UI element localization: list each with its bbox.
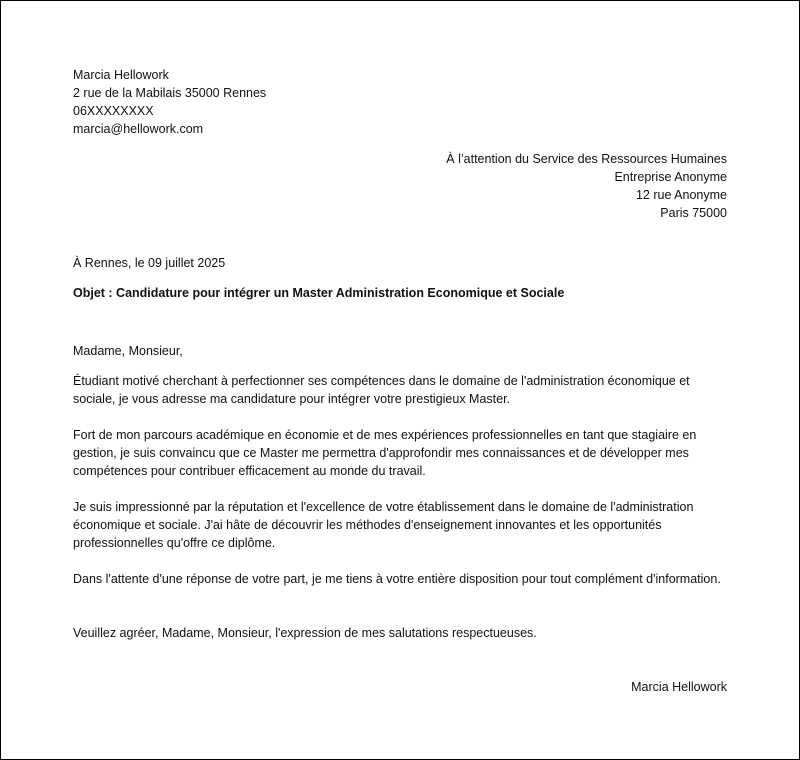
letter-signature: Marcia Hellowork — [631, 680, 727, 694]
recipient-company: Entreprise Anonyme — [614, 170, 727, 184]
letter-paragraph: Fort de mon parcours académique en économie et de mes expériences professionnelles en tant que stagiaire en gestion, je suis convaincu que ce Master me permettra d'approfondir mes connaissances et de développer mes compétences pour contribuer efficacement au monde du travail. — [73, 428, 697, 478]
letter-greeting: Madame, Monsieur, — [73, 344, 183, 358]
sender-name: Marcia Hellowork — [73, 68, 169, 82]
letter-subject: Objet : Candidature pour intégrer un Master Administration Economique et Sociale — [73, 286, 565, 300]
sender-address: 2 rue de la Mabilais 35000 Rennes — [73, 86, 267, 100]
recipient-city: Paris 75000 — [660, 206, 727, 220]
sender-phone: 06XXXXXXXX — [73, 104, 154, 118]
sender-block — [73, 66, 266, 138]
letter-date: À Rennes, le 09 juillet 2025 — [73, 256, 226, 270]
recipient-block — [446, 150, 727, 222]
letter-paragraph: Dans l'attente d'une réponse de votre part, je me tiens à votre entière disposition pour tout complément d'information. — [73, 572, 721, 586]
recipient-street: 12 rue Anonyme — [635, 188, 727, 202]
sender-email: marcia@hellowork.com — [73, 122, 204, 136]
letter-closing: Veuillez agréer, Madame, Monsieur, l'expression de mes salutations respectueuses. — [73, 626, 537, 640]
letter-paragraph: Je suis impressionné par la réputation et l'excellence de votre établissement dans le domaine de l'administration économique et sociale. J'ai hâte de découvrir les méthodes d'enseignement innovantes et les opportunités professionnelles qu'offre ce diplôme. — [73, 500, 694, 550]
letter-paragraph: Étudiant motivé cherchant à perfectionner ses compétences dans le domaine de l'administration économique et sociale, je vous adresse ma candidature pour intégrer votre prestigieux Master. — [73, 374, 690, 406]
recipient-attention: À l’attention du Service des Ressources Humaines — [446, 152, 727, 166]
